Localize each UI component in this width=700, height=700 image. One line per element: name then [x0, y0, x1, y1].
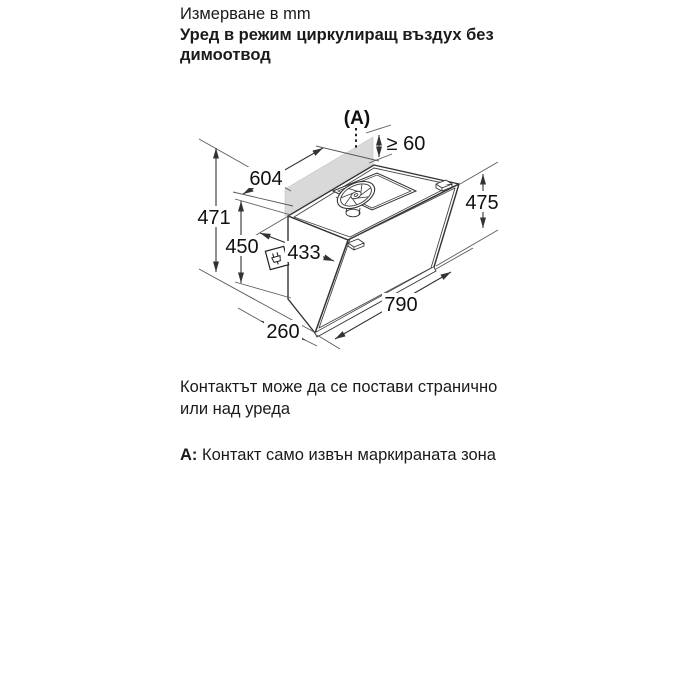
dim-label-depth-bottom: 260: [266, 321, 300, 343]
blower-collar: [346, 209, 360, 217]
dim-label-height-back: 450: [225, 236, 259, 258]
zone-note-text: Контакт само извън маркираната зона: [202, 446, 496, 464]
dim-label-height-total: 471: [197, 207, 231, 229]
dim-label-zone-min-height: ≥ 60: [386, 133, 426, 155]
dim-label-width-front: 790: [384, 294, 418, 316]
zone-a-label: (A): [343, 108, 371, 129]
zone-note: [180, 444, 540, 466]
zone-note-label: A:: [180, 446, 198, 464]
mode-title: Уред в режим циркулиращ въздух без димоотвод: [180, 26, 494, 64]
socket-placement-note: Контактът може да се постави странично или над уреда: [180, 378, 498, 418]
dim-label-height-front: 475: [465, 192, 499, 214]
units-note: Измерване в mm: [180, 5, 311, 23]
dim-label-zone-width: 604: [249, 168, 283, 190]
dim-label-depth-top: 433: [287, 242, 321, 264]
